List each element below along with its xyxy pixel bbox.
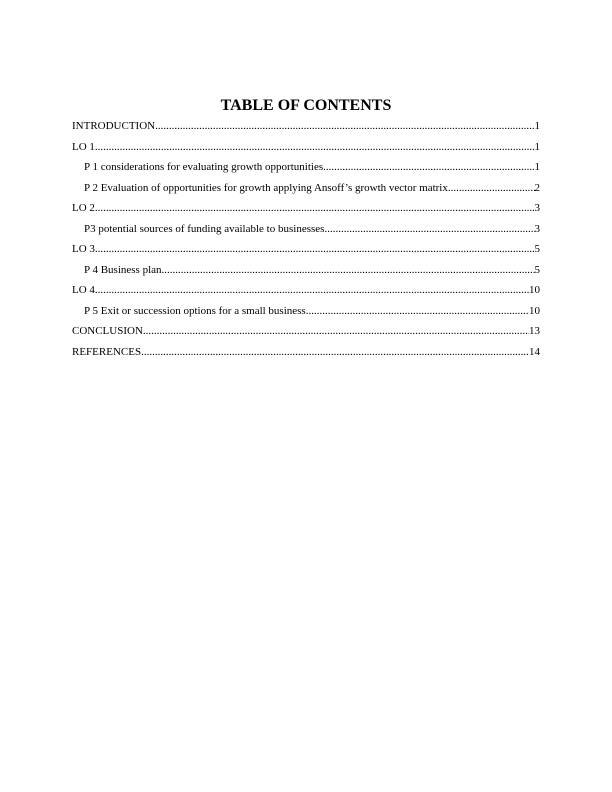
toc-entry-label: LO 2 [72, 202, 95, 214]
toc-list [72, 116, 540, 362]
toc-entry-lo-4[interactable] [72, 280, 540, 301]
toc-page-number: 1 [534, 161, 540, 173]
toc-dot-leader [323, 157, 534, 178]
toc-entry-label: P 1 considerations for evaluating growth opportunities [84, 161, 324, 173]
toc-page-number: 14 [529, 345, 540, 358]
toc-dot-leader [448, 178, 535, 199]
toc-entry-label: P3 potential sources of funding available to businesses [84, 222, 325, 235]
toc-entry-label: P 5 Exit or succession options for a small business [84, 304, 306, 317]
toc-entry-label: LO 4 [72, 284, 95, 296]
toc-page-number: 1 [534, 120, 540, 132]
toc-entry-p2[interactable] [72, 178, 540, 199]
toc-dot-leader [306, 301, 529, 322]
toc-entry-lo-2[interactable] [72, 198, 540, 219]
toc-page-number: 5 [534, 263, 540, 276]
toc-entry-label: INTRODUCTION [72, 120, 156, 132]
toc-entry-conclusion[interactable] [72, 321, 540, 342]
toc-entry-p3[interactable] [72, 219, 540, 240]
toc-page-number: 2 [534, 181, 540, 194]
toc-dot-leader [95, 198, 535, 219]
toc-entry-lo-3[interactable] [72, 239, 540, 260]
toc-page-number: 10 [529, 284, 540, 296]
toc-dot-leader [95, 137, 535, 158]
toc-entry-lo-1[interactable] [72, 137, 540, 158]
toc-entry-p4[interactable] [72, 260, 540, 281]
toc-title: TABLE OF CONTENTS [220, 97, 392, 114]
toc-entry-label: LO 1 [72, 140, 95, 153]
toc-page-number: 13 [529, 325, 540, 337]
toc-dot-leader [162, 260, 535, 281]
toc-page-number: 1 [534, 140, 540, 153]
toc-dot-leader [143, 321, 529, 342]
toc-entry-label: P 4 Business plan [84, 263, 162, 276]
toc-entry-label: REFERENCES [72, 345, 142, 358]
toc-entry-label: CONCLUSION [72, 325, 143, 337]
toc-entry-label: P 2 Evaluation of opportunities for growth applying Ansoff’s growth vector matrix [84, 181, 448, 194]
toc-dot-leader [95, 280, 529, 301]
toc-dot-leader [155, 116, 534, 137]
toc-entry-introduction[interactable] [72, 116, 540, 137]
toc-page-number: 5 [534, 243, 540, 255]
toc-page-number: 10 [529, 304, 540, 317]
toc-entry-label: LO 3 [72, 243, 95, 255]
toc-entry-references[interactable] [72, 342, 540, 363]
toc-page-number: 3 [534, 202, 540, 214]
toc-dot-leader [95, 239, 535, 260]
toc-entry-p1[interactable] [72, 157, 540, 178]
toc-entry-p5[interactable] [72, 301, 540, 322]
toc-dot-leader [141, 342, 529, 363]
toc-page-number: 3 [534, 222, 540, 235]
toc-dot-leader [324, 219, 534, 240]
